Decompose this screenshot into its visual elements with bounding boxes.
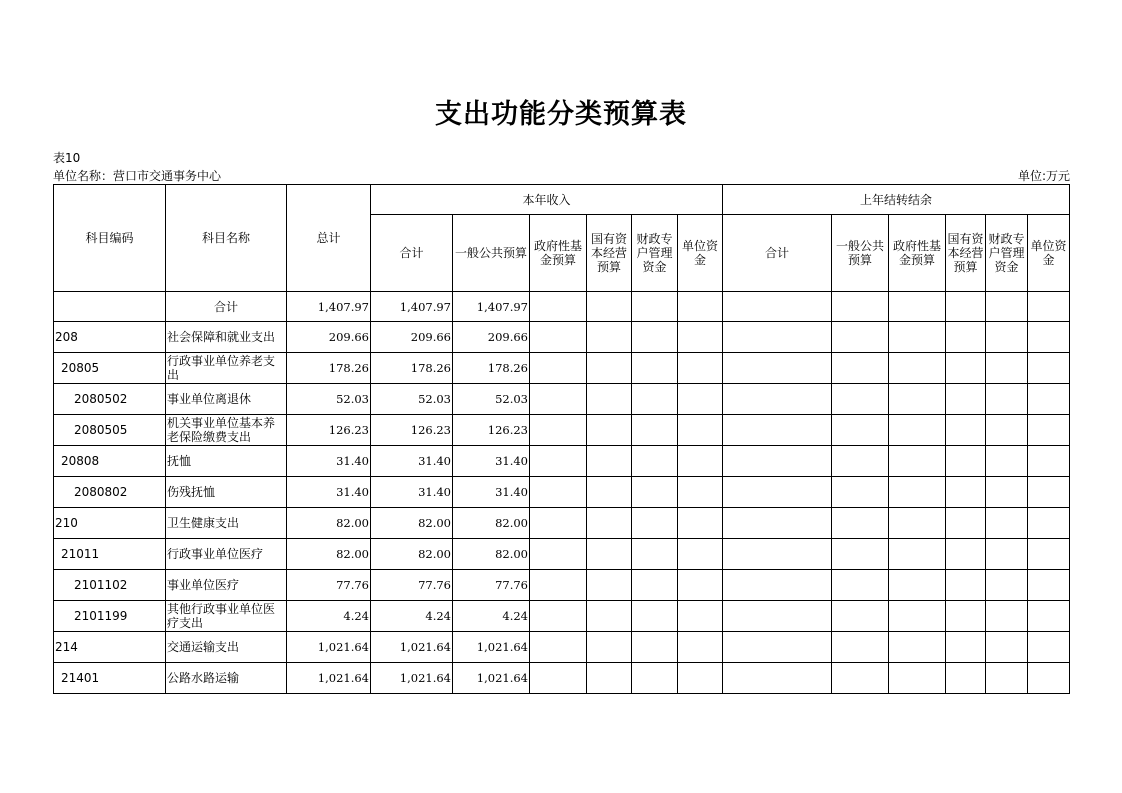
cell-empty — [678, 292, 723, 322]
cell-cy-general: 1,021.64 — [453, 663, 530, 694]
cell-empty — [587, 353, 632, 384]
cell-empty — [946, 663, 986, 694]
cell-empty — [632, 353, 678, 384]
header-cy-gov-fund: 政府性基金预算 — [530, 215, 587, 292]
cell-empty — [1028, 632, 1070, 663]
cell-empty — [986, 539, 1028, 570]
cell-empty — [1028, 415, 1070, 446]
cell-name: 抚恤 — [166, 446, 287, 477]
table-row — [54, 415, 1070, 446]
cell-total: 209.66 — [287, 322, 371, 353]
cell-empty — [1028, 601, 1070, 632]
cell-name: 卫生健康支出 — [166, 508, 287, 539]
cell-empty — [632, 415, 678, 446]
cell-empty — [530, 601, 587, 632]
cell-empty — [986, 322, 1028, 353]
cell-empty — [723, 601, 832, 632]
header-cy-unit-fund: 单位资金 — [678, 215, 723, 292]
cell-cy-general: 77.76 — [453, 570, 530, 601]
cell-total: 126.23 — [287, 415, 371, 446]
cell-empty — [986, 477, 1028, 508]
cell-cy-sum: 82.00 — [371, 539, 453, 570]
cell-cy-sum: 4.24 — [371, 601, 453, 632]
cell-name: 行政事业单位养老支出 — [166, 353, 287, 384]
cell-empty — [889, 292, 946, 322]
cell-empty — [946, 601, 986, 632]
cell-empty — [723, 415, 832, 446]
cell-empty — [678, 384, 723, 415]
cell-code — [54, 292, 166, 322]
cell-code: 21401 — [54, 663, 166, 694]
cell-empty — [832, 508, 889, 539]
cell-empty — [587, 663, 632, 694]
table-row — [54, 601, 1070, 632]
cell-empty — [986, 508, 1028, 539]
table-row — [54, 539, 1070, 570]
cell-empty — [1028, 353, 1070, 384]
cell-total: 1,021.64 — [287, 663, 371, 694]
cell-empty — [832, 539, 889, 570]
cell-empty — [530, 353, 587, 384]
unit-name: 单位名称：营口市交通事务中心 — [53, 169, 222, 183]
table-number: 表10 — [53, 151, 81, 165]
cell-cy-sum: 126.23 — [371, 415, 453, 446]
cell-cy-general: 82.00 — [453, 539, 530, 570]
cell-cy-sum: 52.03 — [371, 384, 453, 415]
cell-empty — [678, 508, 723, 539]
cell-empty — [986, 292, 1028, 322]
cell-empty — [723, 570, 832, 601]
cell-total: 31.40 — [287, 477, 371, 508]
cell-cy-sum: 31.40 — [371, 446, 453, 477]
table-row — [54, 632, 1070, 663]
cell-empty — [946, 353, 986, 384]
cell-empty — [1028, 292, 1070, 322]
cell-code: 208 — [54, 322, 166, 353]
cell-name: 交通运输支出 — [166, 632, 287, 663]
cell-empty — [678, 632, 723, 663]
cell-empty — [587, 446, 632, 477]
table-row — [54, 508, 1070, 539]
cell-cy-general: 52.03 — [453, 384, 530, 415]
header-code: 科目编码 — [54, 185, 166, 292]
cell-empty — [832, 384, 889, 415]
cell-cy-sum: 1,021.64 — [371, 663, 453, 694]
cell-total: 1,021.64 — [287, 632, 371, 663]
cell-empty — [832, 632, 889, 663]
cell-empty — [632, 384, 678, 415]
cell-empty — [889, 415, 946, 446]
cell-empty — [587, 322, 632, 353]
cell-empty — [723, 477, 832, 508]
cell-cy-general: 1,021.64 — [453, 632, 530, 663]
cell-empty — [530, 508, 587, 539]
cell-empty — [946, 570, 986, 601]
table-row — [54, 663, 1070, 694]
header-co-sum: 合计 — [723, 215, 832, 292]
table-row — [54, 322, 1070, 353]
cell-empty — [946, 632, 986, 663]
cell-empty — [946, 477, 986, 508]
cell-cy-sum: 82.00 — [371, 508, 453, 539]
cell-empty — [889, 477, 946, 508]
cell-empty — [587, 477, 632, 508]
cell-empty — [530, 446, 587, 477]
table-row — [54, 570, 1070, 601]
cell-code: 20805 — [54, 353, 166, 384]
table-row — [54, 292, 1070, 322]
cell-empty — [986, 570, 1028, 601]
cell-cy-sum: 1,021.64 — [371, 632, 453, 663]
cell-empty — [889, 539, 946, 570]
cell-empty — [889, 570, 946, 601]
cell-empty — [889, 353, 946, 384]
cell-empty — [986, 632, 1028, 663]
cell-cy-general: 31.40 — [453, 477, 530, 508]
cell-code: 2080802 — [54, 477, 166, 508]
header-co-unit-fund: 单位资金 — [1028, 215, 1070, 292]
cell-empty — [723, 353, 832, 384]
cell-empty — [986, 384, 1028, 415]
cell-empty — [889, 663, 946, 694]
cell-empty — [946, 322, 986, 353]
cell-empty — [530, 322, 587, 353]
cell-empty — [678, 322, 723, 353]
cell-empty — [832, 415, 889, 446]
cell-empty — [1028, 508, 1070, 539]
cell-empty — [832, 292, 889, 322]
cell-empty — [1028, 477, 1070, 508]
cell-cy-general: 126.23 — [453, 415, 530, 446]
cell-empty — [889, 446, 946, 477]
cell-empty — [832, 601, 889, 632]
cell-empty — [946, 508, 986, 539]
cell-total: 4.24 — [287, 601, 371, 632]
cell-empty — [587, 632, 632, 663]
cell-empty — [946, 384, 986, 415]
cell-empty — [946, 539, 986, 570]
cell-empty — [723, 384, 832, 415]
cell-empty — [832, 353, 889, 384]
cell-empty — [889, 632, 946, 663]
cell-name: 行政事业单位医疗 — [166, 539, 287, 570]
cell-empty — [678, 353, 723, 384]
cell-empty — [723, 663, 832, 694]
cell-cy-general: 178.26 — [453, 353, 530, 384]
cell-empty — [1028, 322, 1070, 353]
header-total: 总计 — [287, 185, 371, 292]
cell-code: 2080502 — [54, 384, 166, 415]
cell-empty — [889, 601, 946, 632]
cell-total: 52.03 — [287, 384, 371, 415]
cell-name: 事业单位离退休 — [166, 384, 287, 415]
cell-empty — [530, 292, 587, 322]
header-name: 科目名称 — [166, 185, 287, 292]
cell-empty — [530, 570, 587, 601]
cell-empty — [632, 477, 678, 508]
cell-empty — [587, 539, 632, 570]
cell-name: 合计 — [166, 292, 287, 322]
header-co-general: 一般公共预算 — [832, 215, 889, 292]
header-co-state-capital: 国有资本经营预算 — [946, 215, 986, 292]
cell-empty — [530, 539, 587, 570]
cell-empty — [632, 292, 678, 322]
cell-empty — [678, 477, 723, 508]
cell-cy-sum: 31.40 — [371, 477, 453, 508]
cell-empty — [832, 570, 889, 601]
cell-empty — [723, 508, 832, 539]
cell-empty — [632, 322, 678, 353]
cell-empty — [832, 477, 889, 508]
cell-empty — [632, 539, 678, 570]
unit-label: 单位:万元 — [1017, 169, 1070, 183]
cell-empty — [723, 322, 832, 353]
cell-empty — [530, 477, 587, 508]
table-row — [54, 477, 1070, 508]
cell-empty — [530, 632, 587, 663]
header-co-fiscal-special: 财政专户管理资金 — [986, 215, 1028, 292]
table-row — [54, 446, 1070, 477]
cell-name: 事业单位医疗 — [166, 570, 287, 601]
cell-empty — [1028, 384, 1070, 415]
cell-cy-sum: 1,407.97 — [371, 292, 453, 322]
cell-empty — [889, 322, 946, 353]
cell-empty — [723, 292, 832, 322]
cell-code: 214 — [54, 632, 166, 663]
cell-cy-sum: 178.26 — [371, 353, 453, 384]
cell-empty — [632, 632, 678, 663]
cell-empty — [723, 539, 832, 570]
cell-empty — [678, 601, 723, 632]
cell-empty — [986, 663, 1028, 694]
cell-empty — [832, 322, 889, 353]
cell-cy-general: 209.66 — [453, 322, 530, 353]
cell-total: 77.76 — [287, 570, 371, 601]
cell-empty — [832, 446, 889, 477]
cell-empty — [587, 508, 632, 539]
cell-name: 其他行政事业单位医疗支出 — [166, 601, 287, 632]
cell-cy-general: 31.40 — [453, 446, 530, 477]
cell-empty — [723, 446, 832, 477]
cell-empty — [678, 663, 723, 694]
cell-empty — [1028, 570, 1070, 601]
cell-empty — [632, 508, 678, 539]
cell-empty — [678, 446, 723, 477]
cell-cy-general: 1,407.97 — [453, 292, 530, 322]
cell-empty — [632, 601, 678, 632]
cell-empty — [986, 601, 1028, 632]
cell-empty — [889, 384, 946, 415]
cell-empty — [986, 415, 1028, 446]
cell-code: 2101199 — [54, 601, 166, 632]
cell-empty — [587, 415, 632, 446]
expenditure-table — [53, 184, 1070, 694]
cell-cy-sum: 77.76 — [371, 570, 453, 601]
table-row — [54, 353, 1070, 384]
header-carryover: 上年结转结余 — [723, 185, 1070, 215]
cell-code: 21011 — [54, 539, 166, 570]
cell-total: 178.26 — [287, 353, 371, 384]
cell-total: 82.00 — [287, 539, 371, 570]
header-co-gov-fund: 政府性基金预算 — [889, 215, 946, 292]
cell-total: 1,407.97 — [287, 292, 371, 322]
cell-empty — [530, 415, 587, 446]
cell-empty — [587, 292, 632, 322]
cell-code: 2080505 — [54, 415, 166, 446]
cell-empty — [946, 292, 986, 322]
cell-empty — [723, 632, 832, 663]
cell-empty — [1028, 446, 1070, 477]
cell-code: 20808 — [54, 446, 166, 477]
cell-code: 2101102 — [54, 570, 166, 601]
cell-empty — [678, 539, 723, 570]
header-cy-fiscal-special: 财政专户管理资金 — [632, 215, 678, 292]
cell-empty — [946, 446, 986, 477]
cell-total: 82.00 — [287, 508, 371, 539]
cell-empty — [986, 446, 1028, 477]
cell-empty — [632, 570, 678, 601]
cell-name: 公路水路运输 — [166, 663, 287, 694]
cell-empty — [587, 570, 632, 601]
cell-empty — [587, 601, 632, 632]
header-cy-general: 一般公共预算 — [453, 215, 530, 292]
cell-cy-sum: 209.66 — [371, 322, 453, 353]
page-title: 支出功能分类预算表 — [435, 99, 687, 130]
cell-empty — [530, 384, 587, 415]
cell-empty — [832, 663, 889, 694]
cell-empty — [678, 570, 723, 601]
cell-empty — [632, 446, 678, 477]
cell-empty — [530, 663, 587, 694]
cell-empty — [587, 384, 632, 415]
cell-empty — [889, 508, 946, 539]
table-row — [54, 384, 1070, 415]
cell-empty — [632, 663, 678, 694]
cell-empty — [986, 353, 1028, 384]
cell-name: 伤残抚恤 — [166, 477, 287, 508]
cell-total: 31.40 — [287, 446, 371, 477]
cell-empty — [1028, 663, 1070, 694]
cell-cy-general: 4.24 — [453, 601, 530, 632]
cell-empty — [1028, 539, 1070, 570]
cell-cy-general: 82.00 — [453, 508, 530, 539]
header-cy-sum: 合计 — [371, 215, 453, 292]
cell-empty — [946, 415, 986, 446]
header-current-year: 本年收入 — [371, 185, 723, 215]
cell-code: 210 — [54, 508, 166, 539]
header-cy-state-capital: 国有资本经营预算 — [587, 215, 632, 292]
cell-name: 社会保障和就业支出 — [166, 322, 287, 353]
cell-name: 机关事业单位基本养老保险缴费支出 — [166, 415, 287, 446]
cell-empty — [678, 415, 723, 446]
